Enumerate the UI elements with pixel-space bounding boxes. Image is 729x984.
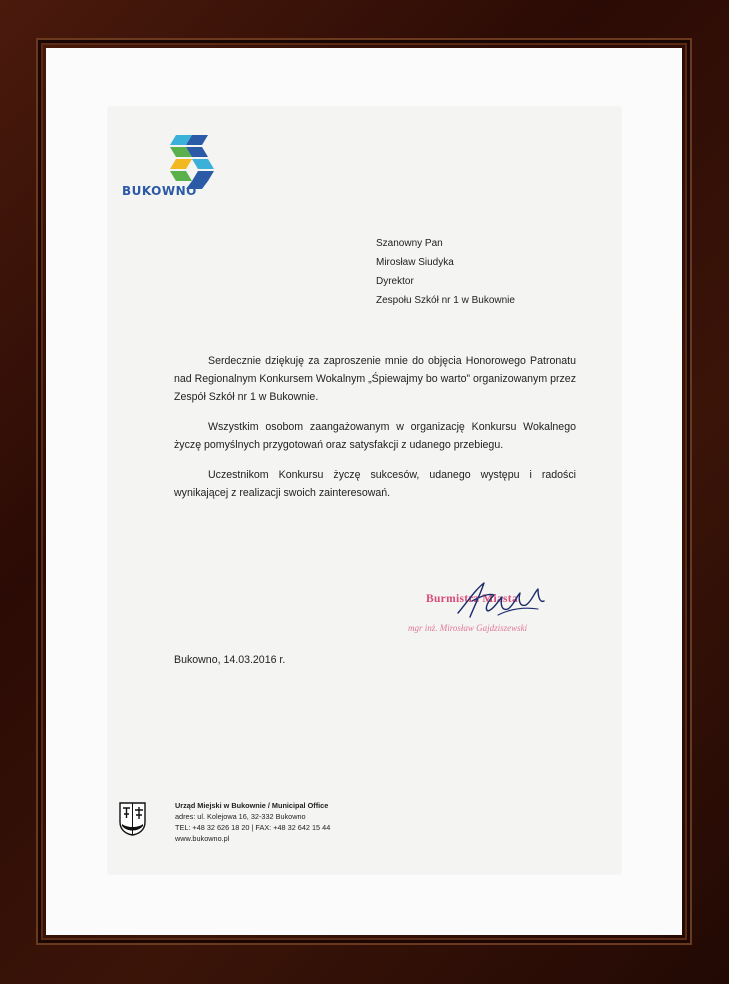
recipient-position: Dyrektor: [376, 276, 414, 287]
bukowno-logo-icon: [166, 131, 218, 191]
recipient-name: Mirosław Siudyka: [376, 257, 454, 268]
letter-date: Bukowno, 14.03.2016 r.: [174, 654, 286, 666]
recipient-institution: Zespołu Szkół nr 1 w Bukownie: [376, 295, 515, 306]
footer-org-name: Urząd Miejski w Bukownie / Municipal Office: [175, 801, 329, 810]
recipient-salutation: Szanowny Pan: [376, 238, 443, 249]
coat-of-arms-icon: [119, 802, 146, 836]
stamp-title: Burmistrz Miasta: [426, 593, 518, 605]
footer-website: www.bukowno.pl: [175, 834, 230, 843]
signature-icon: [454, 579, 549, 621]
brand-name: BUKOWNO: [122, 184, 197, 198]
footer-address: adres: ul. Kolejowa 16, 32-332 Bukowno: [175, 812, 306, 821]
recipient-block: [376, 234, 515, 310]
letter-body: [174, 352, 576, 514]
letter-footer: [175, 800, 330, 844]
body-paragraph-3: Uczestnikom Konkursu życzę sukcesów, udanego występu i radości wynikającej z realizacji swoich zainteresowań.: [174, 469, 576, 499]
letter-page: [108, 107, 621, 874]
body-paragraph-2: Wszystkim osobom zaangażowanym w organizację Konkursu Wokalnego życzę pomyślnych przygotowań oraz satysfakcji z udanego przebiegu.: [174, 421, 576, 451]
stamp-name: mgr inż. Mirosław Gajdziszewski: [408, 623, 528, 633]
footer-phone: TEL: +48 32 626 18 20 | FAX: +48 32 642 15 44: [175, 823, 331, 832]
body-paragraph-1: Serdecznie dziękuję za zaproszenie mnie do objęcia Honorowego Patronatu nad Regionalnym Konkursem Wokalnym „Śpiewajmy bo warto” organizowanym przez Zespół Szkół nr 1 w Bukownie.: [174, 355, 576, 403]
